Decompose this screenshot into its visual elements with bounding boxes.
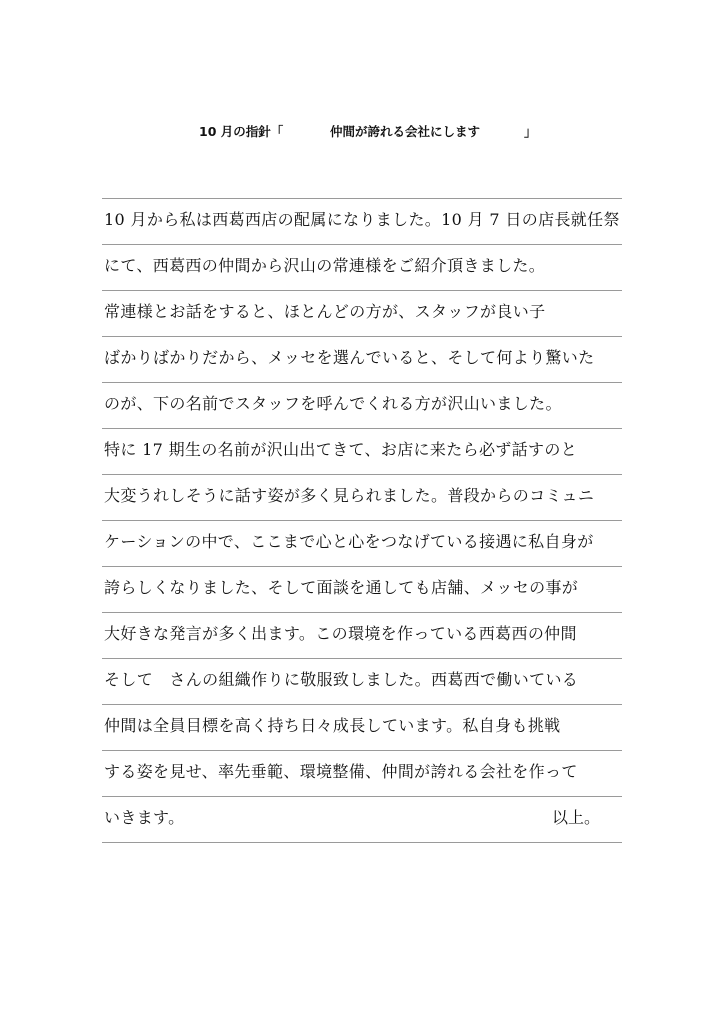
line-text: 10 月から私は西葛西店の配属になりました。10 月 7 日の店長就任祭 bbox=[104, 210, 620, 229]
header-close-bracket: 」 bbox=[524, 124, 537, 139]
ruled-line bbox=[102, 567, 622, 613]
line-text: 常連様とお話をすると、ほとんどの方が、スタッフが良い子 bbox=[104, 302, 546, 321]
document-header bbox=[0, 122, 724, 142]
ruled-line bbox=[102, 521, 622, 567]
header-title: 仲間が誇れる会社にします bbox=[330, 124, 481, 139]
ruled-line bbox=[102, 245, 622, 291]
header-prefix: 10 月の指針「 bbox=[199, 124, 284, 139]
line-text: のが、下の名前でスタッフを呼んでくれる方が沢山いました。 bbox=[104, 394, 562, 413]
ruled-line bbox=[102, 383, 622, 429]
ruled-line bbox=[102, 337, 622, 383]
ruled-line bbox=[102, 199, 622, 245]
closing-text: 以上。 bbox=[551, 808, 600, 827]
ruled-line bbox=[102, 291, 622, 337]
line-text: 大変うれしそうに話す姿が多く見られました。普段からのコミュニ bbox=[104, 486, 595, 505]
line-text: いきます。 bbox=[104, 808, 185, 827]
line-text: にて、西葛西の仲間から沢山の常連様をご紹介頂きました。 bbox=[104, 256, 546, 275]
ruled-line-last bbox=[102, 797, 622, 843]
ruled-line bbox=[102, 659, 622, 705]
line-text: 誇らしくなりました、そして面談を通しても店舗、メッセの事が bbox=[104, 578, 579, 597]
ruled-line bbox=[102, 429, 622, 475]
line-text: 大好きな発言が多く出ます。この環境を作っている西葛西の仲間 bbox=[104, 624, 577, 643]
ruled-line bbox=[102, 751, 622, 797]
ruled-line bbox=[102, 475, 622, 521]
line-text: する姿を見せ、率先垂範、環境整備、仲間が誇れる会社を作って bbox=[104, 762, 578, 781]
line-text: そして さんの組織作りに敬服致しました。西葛西で働いている bbox=[104, 670, 579, 689]
ruled-line bbox=[102, 613, 622, 659]
line-text: ケーションの中で、ここまで心と心をつなげている接遇に私自身が bbox=[104, 532, 594, 551]
line-text: 仲間は全員目標を高く持ち日々成長しています。私自身も挑戦 bbox=[104, 716, 561, 735]
body-text-block bbox=[102, 198, 622, 843]
line-text: 特に 17 期生の名前が沢山出てきて、お店に来たら必ず話すのと bbox=[104, 440, 578, 459]
line-text: ばかりばかりだから、メッセを選んでいると、そして何より驚いた bbox=[104, 348, 595, 367]
ruled-line bbox=[102, 705, 622, 751]
